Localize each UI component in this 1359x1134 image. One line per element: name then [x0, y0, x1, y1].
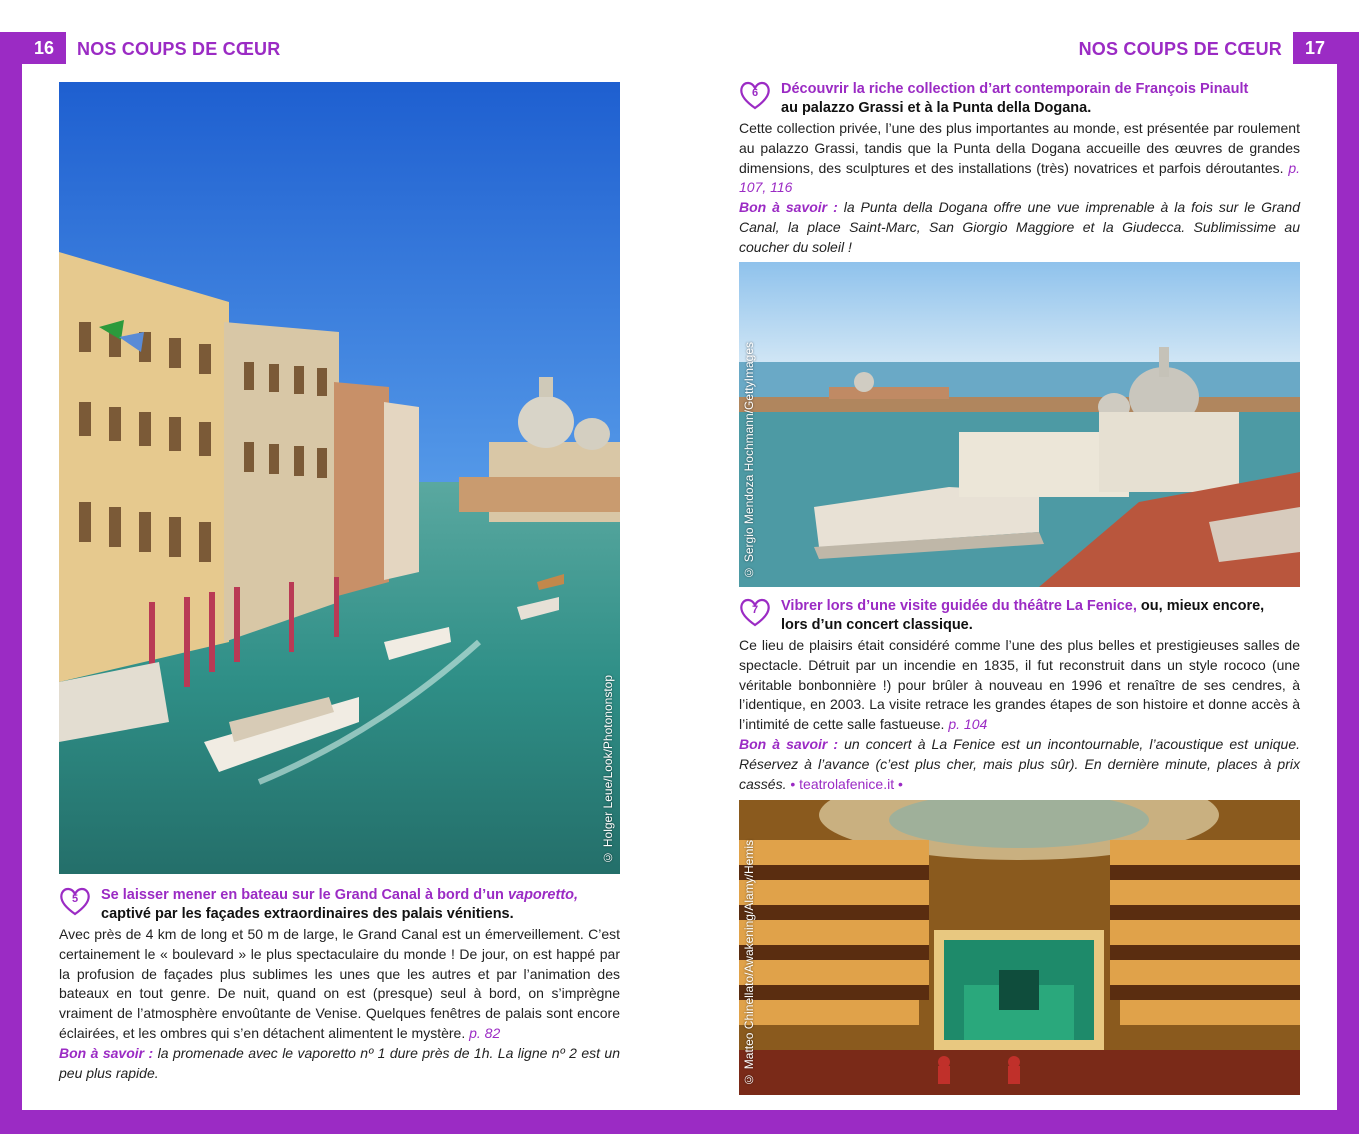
entry-6-subtitle: au palazzo Grassi et à la Punta della Dogana. [781, 100, 1092, 116]
photo-credit-fenice: © Matteo Chinellato/Awakening/Alamy/Hemis [742, 840, 756, 1087]
right-page-border [1337, 32, 1359, 1134]
page-number-left: 16 [22, 32, 66, 64]
entry-5-body: Avec près de 4 km de long et 50 m de large, le Grand Canal est un émerveillement. C’est certainement le « boulevard » le plus spectaculaire du monde ! De jour, on est happé par la profusion de façades plus sublimes les unes que les autres et par l’animation des bateaux en tout genre. De nuit, quand on est (presque) seul à bord, on s’imprègne vraiment de l’atmosphère envoûtante de Venise. Quelques fenêtres de palais sont encore éclairées, et les ombres qui s’en détachent alimentent le mystère. p. 82 Bon à savoir : la promenade avec le vaporetto nº 1 dure près de 1h. La ligne nº 2 est un peu plus rapide. [59, 926, 621, 1081]
photo-credit-dogana: © Sergio Mendoza Hochmann/GettyImages [742, 341, 756, 579]
page-ref[interactable]: p. 82 [469, 1024, 501, 1041]
website-link[interactable]: • teatrolafenice.it • [790, 775, 903, 792]
entry-6-title: Découvrir la riche collection d’art contemporain de François Pinault [781, 81, 1249, 97]
left-page-border [0, 32, 22, 1134]
heart-icon: 5 [59, 886, 91, 916]
entry-7-body: Ce lieu de plaisirs était considéré comme l’une des plus belles et prestigieuses salles de spectacle. Détruit par un incendie en 1835, il fut reconstruit dans un style rococo (une véritable bonbonnière !) pour brûler à nouveau en 1996 et renaître de ses cendres, à l’identique, en 2003. La visite retrace les grandes étapes de son histoire et donne accès à l’intimité de cette salle fastueuse. p. 104 Bon à savoir : un concert à La Fenice est un incontournable, l’acoustique est unique. Réservez à l’avance (c’est plus cher, mais plus sûr). En dernière minute, places à prix cassés. • teatrolafenice.it • [739, 637, 1300, 792]
heart-icon: 7 [739, 597, 771, 627]
page-ref[interactable]: p. 104 [948, 716, 988, 733]
entry-6-heading [739, 80, 1309, 118]
entry-5-heading [59, 886, 619, 924]
heart-icon: 6 [739, 80, 771, 110]
entry-5-subtitle: captivé par les façades extraordinaires des palais vénitiens. [101, 906, 514, 922]
page-ref[interactable]: p. 107, 116 [739, 159, 1300, 196]
punta-della-dogana-photo [739, 262, 1300, 587]
page-header-left: NOS COUPS DE CŒUR [77, 38, 281, 59]
entry-7-title-inline: ou, mieux encore, [1136, 598, 1265, 614]
page-header-right: NOS COUPS DE CŒUR [1078, 38, 1282, 59]
page-number-right: 17 [1293, 32, 1337, 64]
entry-5-title: Se laisser mener en bateau sur le Grand Canal à bord d’un [101, 887, 508, 903]
entry-7-title: Vibrer lors d’une visite guidée du théâtre La Fenice, [781, 598, 1137, 614]
grand-canal-photo [59, 82, 620, 874]
photo-credit-left: © Holger Leue/Look/Photononstop [601, 674, 615, 864]
entry-7-heading [739, 597, 1309, 635]
entry-6-body: Cette collection privée, l’une des plus importantes au monde, est présentée par roulement au palazzo Grassi, tandis que la Punta della Dogana accueille des œuvres de grandes dimensions, des sculptures et des installations (très) novatrices et parfois déroutantes. p. 107, 116 Bon à savoir : la Punta della Dogana offre une vue imprenable à la fois sur le Grand Canal, la place Saint-Marc, San Giorgio Maggiore et la Giudecca. Sublimissime au coucher du soleil ! [739, 120, 1300, 255]
la-fenice-photo [739, 800, 1300, 1095]
entry-7-subtitle: lors d’un concert classique. [781, 617, 973, 633]
entry-5-title-italic: vaporetto, [507, 887, 579, 903]
bottom-border [0, 1110, 1359, 1134]
